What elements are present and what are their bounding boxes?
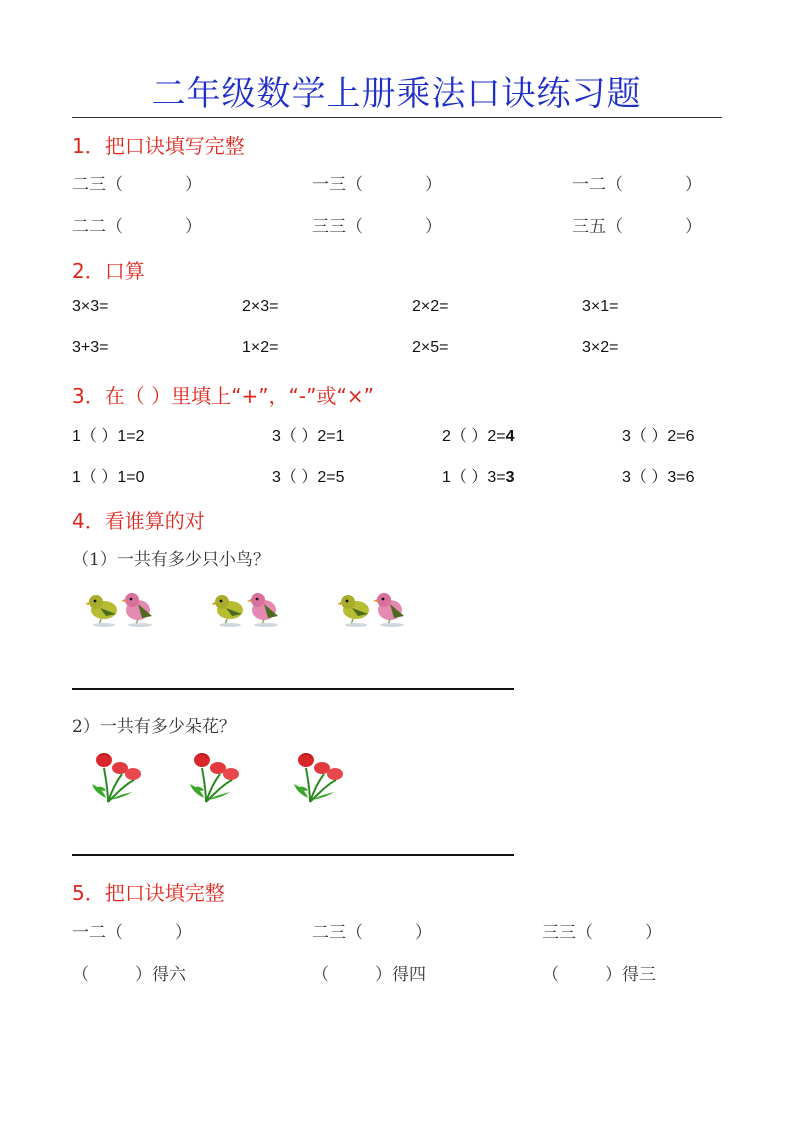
fill-item: 三五（ ）	[572, 217, 702, 237]
fill-item: 三三（ ）	[542, 923, 662, 943]
answer-line[interactable]	[72, 854, 514, 856]
calc-item: 2×5=	[412, 339, 449, 356]
fill-item: 二二（ ）	[72, 217, 202, 237]
flower-icon	[190, 750, 242, 804]
question-flowers: 2）一共有多少朵花？	[72, 717, 236, 737]
bird-icon	[373, 593, 404, 627]
flower-icon	[92, 750, 144, 804]
section-5-heading: 5．把口诀填完整	[72, 881, 225, 905]
title-rule	[72, 117, 722, 118]
bird-icon	[86, 595, 117, 627]
bird-icon	[338, 595, 369, 627]
flower-icon	[294, 750, 346, 804]
section-2-heading: 2．口算	[72, 259, 145, 283]
page-title: 二年级数学上册乘法口诀练习题	[151, 74, 642, 114]
bird-icon	[247, 593, 278, 627]
section-1-heading: 1．把口诀填写完整	[72, 134, 245, 158]
fill-item: 三三（ ）	[312, 217, 442, 237]
operator-item: 3（ ）3=6	[622, 469, 695, 486]
fill-item: 一三（ ）	[312, 175, 442, 195]
bird-group	[212, 588, 284, 628]
operator-item: 3（ ）2=6	[622, 428, 695, 445]
bird-icon	[121, 593, 152, 627]
answer-line[interactable]	[72, 688, 514, 690]
bird-icon	[212, 595, 243, 627]
fill-item: （ ）得三	[542, 965, 656, 985]
section-4-heading: 4．看谁算的对	[72, 509, 205, 533]
bird-group	[338, 588, 410, 628]
operator-item: 1（ ）1=0	[72, 469, 145, 486]
operator-item: 2（ ）2=4	[442, 428, 515, 445]
fill-item: 二三（ ）	[72, 175, 202, 195]
fill-item: 二三（ ）	[312, 923, 432, 943]
operator-item: 3（ ）2=5	[272, 469, 345, 486]
operator-item: 1（ ）1=2	[72, 428, 145, 445]
calc-item: 2×2=	[412, 298, 449, 315]
question-birds: （1）一共有多少只小鸟？	[72, 550, 270, 570]
fill-item: （ ）得六	[72, 965, 186, 985]
calc-item: 2×3=	[242, 298, 279, 315]
calc-item: 3×1=	[582, 298, 619, 315]
operator-item: 3（ ）2=1	[272, 428, 345, 445]
calc-item: 3×2=	[582, 339, 619, 356]
section-3-heading: 3．在（ ）里填上“+”，“-”或“×”	[72, 384, 374, 408]
calc-item: 1×2=	[242, 339, 279, 356]
bird-group	[86, 588, 158, 628]
operator-item: 1（ ）3=3	[442, 469, 515, 486]
fill-item: 一二（ ）	[72, 923, 192, 943]
calc-item: 3×3=	[72, 298, 109, 315]
fill-item: 一二（ ）	[572, 175, 702, 195]
fill-item: （ ）得四	[312, 965, 426, 985]
calc-item: 3+3=	[72, 339, 109, 356]
